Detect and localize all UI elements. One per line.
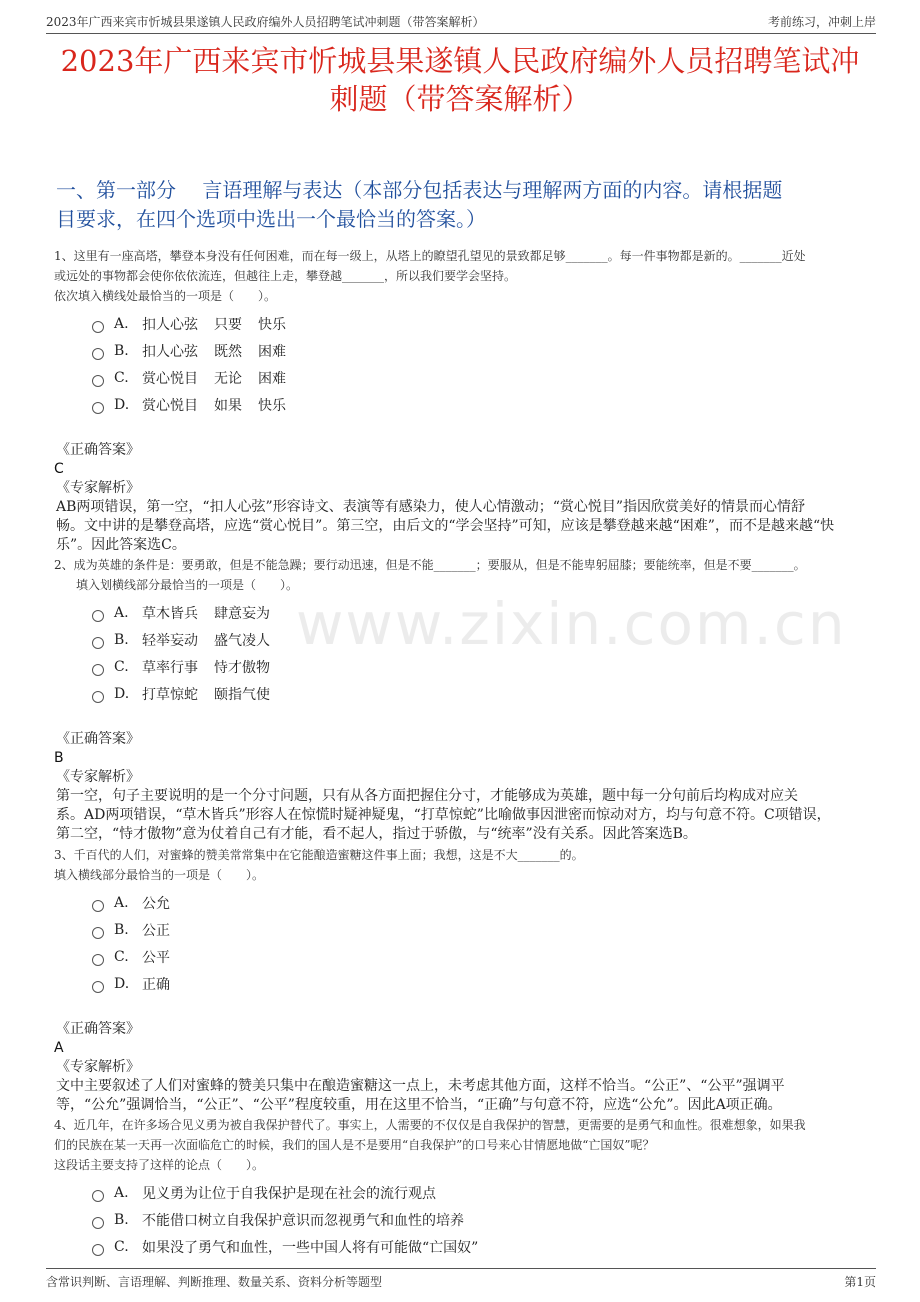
header-right-text: 考前练习，冲刺上岸 xyxy=(767,15,876,29)
option-letter: D. xyxy=(114,396,130,413)
option-word: 恃才傲物 xyxy=(214,659,270,676)
option-d[interactable] xyxy=(54,391,864,418)
option-b[interactable] xyxy=(54,916,864,943)
option-list xyxy=(54,889,864,997)
option-word: 快乐 xyxy=(258,316,286,333)
answer-label: 《正确答案》 xyxy=(56,731,140,747)
option-word: 无论 xyxy=(214,370,242,387)
answer-value: B xyxy=(54,750,64,766)
option-word: 公平 xyxy=(142,949,170,966)
option-word: 见义勇为让位于自我保护是现在社会的流行观点 xyxy=(142,1185,436,1202)
question-2 xyxy=(54,555,864,844)
option-c[interactable] xyxy=(54,943,864,970)
question-stem: 2、成为英雄的条件是：要勇敢，但是不能急躁；要行动迅速，但是不能_______；要服从，但是不能卑躬屈膝；要能统率，但是不要_______。 xyxy=(54,558,806,572)
radio-icon[interactable] xyxy=(92,637,104,649)
radio-icon[interactable] xyxy=(92,402,104,414)
option-d[interactable] xyxy=(54,970,864,997)
answer-value: A xyxy=(54,1040,64,1056)
option-letter: C. xyxy=(114,658,129,675)
option-letter: B. xyxy=(114,342,129,359)
option-word: 草率行事 xyxy=(142,659,198,676)
analysis-line: 第一空，句子主要说明的是一个分寸问题，只有从各方面把握住分寸，才能够成为英雄，题中每一分句前后均构成对应关 xyxy=(56,788,798,804)
option-word: 公正 xyxy=(142,922,170,939)
question-1 xyxy=(54,246,864,555)
option-letter: C. xyxy=(114,948,129,965)
watermark: www.zixin.com.cn xyxy=(296,590,847,658)
header-left-text: 2023年广西来宾市忻城县果遂镇人民政府编外人员招聘笔试冲刺题（带答案解析） xyxy=(46,15,485,29)
radio-icon[interactable] xyxy=(92,981,104,993)
option-word: 草木皆兵 xyxy=(142,605,198,622)
analysis-line: 乐”。因此答案选C。 xyxy=(56,537,186,553)
section-heading xyxy=(56,176,864,234)
radio-icon[interactable] xyxy=(92,1217,104,1229)
radio-icon[interactable] xyxy=(92,954,104,966)
question-4 xyxy=(54,1115,864,1260)
radio-icon[interactable] xyxy=(92,691,104,703)
answer-value: C xyxy=(54,461,64,477)
analysis-line: 畅。文中讲的是攀登高塔，应选“赏心悦目”。第三空，由后文的“学会坚持”可知，应该是攀登越来越“困难”，而不是越来越“快 xyxy=(56,518,835,534)
document-title xyxy=(40,42,880,118)
option-word: 盛气凌人 xyxy=(214,632,270,649)
option-word: 扣人心弦 xyxy=(142,316,198,333)
option-word: 正确 xyxy=(142,976,170,993)
analysis-line: 系。AD两项错误，“草木皆兵”形容人在惊慌时疑神疑鬼，“打草惊蛇”比喻做事因泄密而惊动对方，均与句意不符。C项错误， xyxy=(56,807,831,823)
radio-icon[interactable] xyxy=(92,321,104,333)
question-3 xyxy=(54,845,864,1115)
option-word: 既然 xyxy=(214,343,242,360)
option-word: 快乐 xyxy=(258,397,286,414)
question-prompt: 填入横线部分最恰当的一项是（ ）。 xyxy=(54,868,265,882)
option-a[interactable] xyxy=(54,889,864,916)
answer-label: 《正确答案》 xyxy=(56,442,140,458)
option-a[interactable] xyxy=(54,1179,864,1206)
page-footer xyxy=(46,1268,876,1293)
radio-icon[interactable] xyxy=(92,375,104,387)
option-letter: A. xyxy=(114,1184,129,1201)
option-a[interactable] xyxy=(54,310,864,337)
question-stem: 3、千百代的人们，对蜜蜂的赞美常常集中在它能酿造蜜糖这件事上面；我想，这是不大_______的。 xyxy=(54,848,584,862)
option-word: 轻举妄动 xyxy=(142,632,198,649)
option-list xyxy=(54,1179,864,1260)
page-number: 第1页 xyxy=(844,1274,876,1289)
question-stem: 们的民族在某一天再一次面临危亡的时候，我们的国人是不是要用“自我保护”的口号来心甘情愿地做“亡国奴”呢？ xyxy=(54,1138,655,1152)
option-word: 如果 xyxy=(214,397,242,414)
option-word: 如果没了勇气和血性，一些中国人将有可能做“亡国奴” xyxy=(142,1239,479,1256)
radio-icon[interactable] xyxy=(92,610,104,622)
option-letter: B. xyxy=(114,921,129,938)
analysis-label: 《专家解析》 xyxy=(56,1059,140,1075)
footer-left-text: 含常识判断、言语理解、判断推理、数量关系、资料分析等题型 xyxy=(46,1274,383,1289)
answer-label: 《正确答案》 xyxy=(56,1021,140,1037)
option-d[interactable] xyxy=(54,680,864,707)
section-heading-line-2: 目要求，在四个选项中选出一个最恰当的答案。） xyxy=(56,207,486,231)
option-c[interactable] xyxy=(54,1233,864,1260)
radio-icon[interactable] xyxy=(92,664,104,676)
option-b[interactable] xyxy=(54,337,864,364)
option-c[interactable] xyxy=(54,653,864,680)
option-letter: A. xyxy=(114,894,129,911)
option-b[interactable] xyxy=(54,1206,864,1233)
question-prompt: 填入划横线部分最恰当的一项是（ ）。 xyxy=(76,578,299,592)
analysis-line: 文中主要叙述了人们对蜜蜂的赞美只集中在酿造蜜糖这一点上，未考虑其他方面，这样不恰当。“公正”、“公平”强调平 xyxy=(56,1078,785,1094)
option-letter: A. xyxy=(114,315,129,332)
analysis-label: 《专家解析》 xyxy=(56,769,140,785)
radio-icon[interactable] xyxy=(92,348,104,360)
option-word: 困难 xyxy=(258,370,286,387)
option-word: 颐指气使 xyxy=(214,686,270,703)
page-header xyxy=(46,8,876,34)
option-b[interactable] xyxy=(54,626,864,653)
question-stem: 1、这里有一座高塔，攀登本身没有任何困难，而在每一级上，从塔上的瞭望孔望见的景致都足够_______。每一件事物都是新的。_______近处 xyxy=(54,249,806,263)
radio-icon[interactable] xyxy=(92,1190,104,1202)
option-letter: A. xyxy=(114,604,129,621)
option-word: 赏心悦目 xyxy=(142,370,198,387)
option-list xyxy=(54,310,864,418)
analysis-label: 《专家解析》 xyxy=(56,480,140,496)
option-word: 困难 xyxy=(258,343,286,360)
radio-icon[interactable] xyxy=(92,900,104,912)
document-title-line-2: 刺题（带答案解析） xyxy=(329,82,591,116)
option-word: 只要 xyxy=(214,316,242,333)
option-word: 公允 xyxy=(142,895,170,912)
analysis-line: AB两项错误，第一空，“扣人心弦”形容诗文、表演等有感染力，使人心情激动；“赏心悦目”指因欣赏美好的情景而心情舒 xyxy=(56,499,806,515)
option-list xyxy=(54,599,864,707)
radio-icon[interactable] xyxy=(92,1244,104,1256)
option-letter: B. xyxy=(114,631,129,648)
question-stem: 4、近几年，在许多场合见义勇为被自我保护替代了。事实上，人需要的不仅仅是自我保护的智慧，更需要的是勇气和血性。很难想象，如果我 xyxy=(54,1118,806,1132)
option-word: 肆意妄为 xyxy=(214,605,270,622)
option-letter: D. xyxy=(114,685,130,702)
option-letter: C. xyxy=(114,1238,129,1255)
option-word: 扣人心弦 xyxy=(142,343,198,360)
document-title-line-1: 2023年广西来宾市忻城县果遂镇人民政府编外人员招聘笔试冲 xyxy=(60,44,860,78)
question-prompt: 这段话主要支持了这样的论点（ ）。 xyxy=(54,1158,265,1172)
radio-icon[interactable] xyxy=(92,927,104,939)
analysis-line: 第二空，“恃才傲物”意为仗着自己有才能，看不起人，指过于骄傲，与“统率”没有关系。因此答案选B。 xyxy=(56,826,697,842)
option-letter: D. xyxy=(114,975,130,992)
option-word: 打草惊蛇 xyxy=(142,686,198,703)
option-word: 不能借口树立自我保护意识而忽视勇气和血性的培养 xyxy=(142,1212,464,1229)
option-a[interactable] xyxy=(54,599,864,626)
option-word: 赏心悦目 xyxy=(142,397,198,414)
analysis-line: 等，“公允”强调恰当，“公正”、“公平”程度较重，用在这里不恰当，“正确”与句意不符，应选“公允”。因此A项正确。 xyxy=(56,1097,782,1113)
option-letter: B. xyxy=(114,1211,129,1228)
question-prompt: 依次填入横线处最恰当的一项是（ ）。 xyxy=(54,289,277,303)
option-c[interactable] xyxy=(54,364,864,391)
question-stem: 或远处的事物都会使你依依流连，但越往上走，攀登越_______，所以我们要学会坚持。 xyxy=(54,269,517,283)
option-letter: C. xyxy=(114,369,129,386)
section-heading-line-1: 一、第一部分 言语理解与表达（本部分包括表达与理解两方面的内容。请根据题 xyxy=(56,178,783,202)
